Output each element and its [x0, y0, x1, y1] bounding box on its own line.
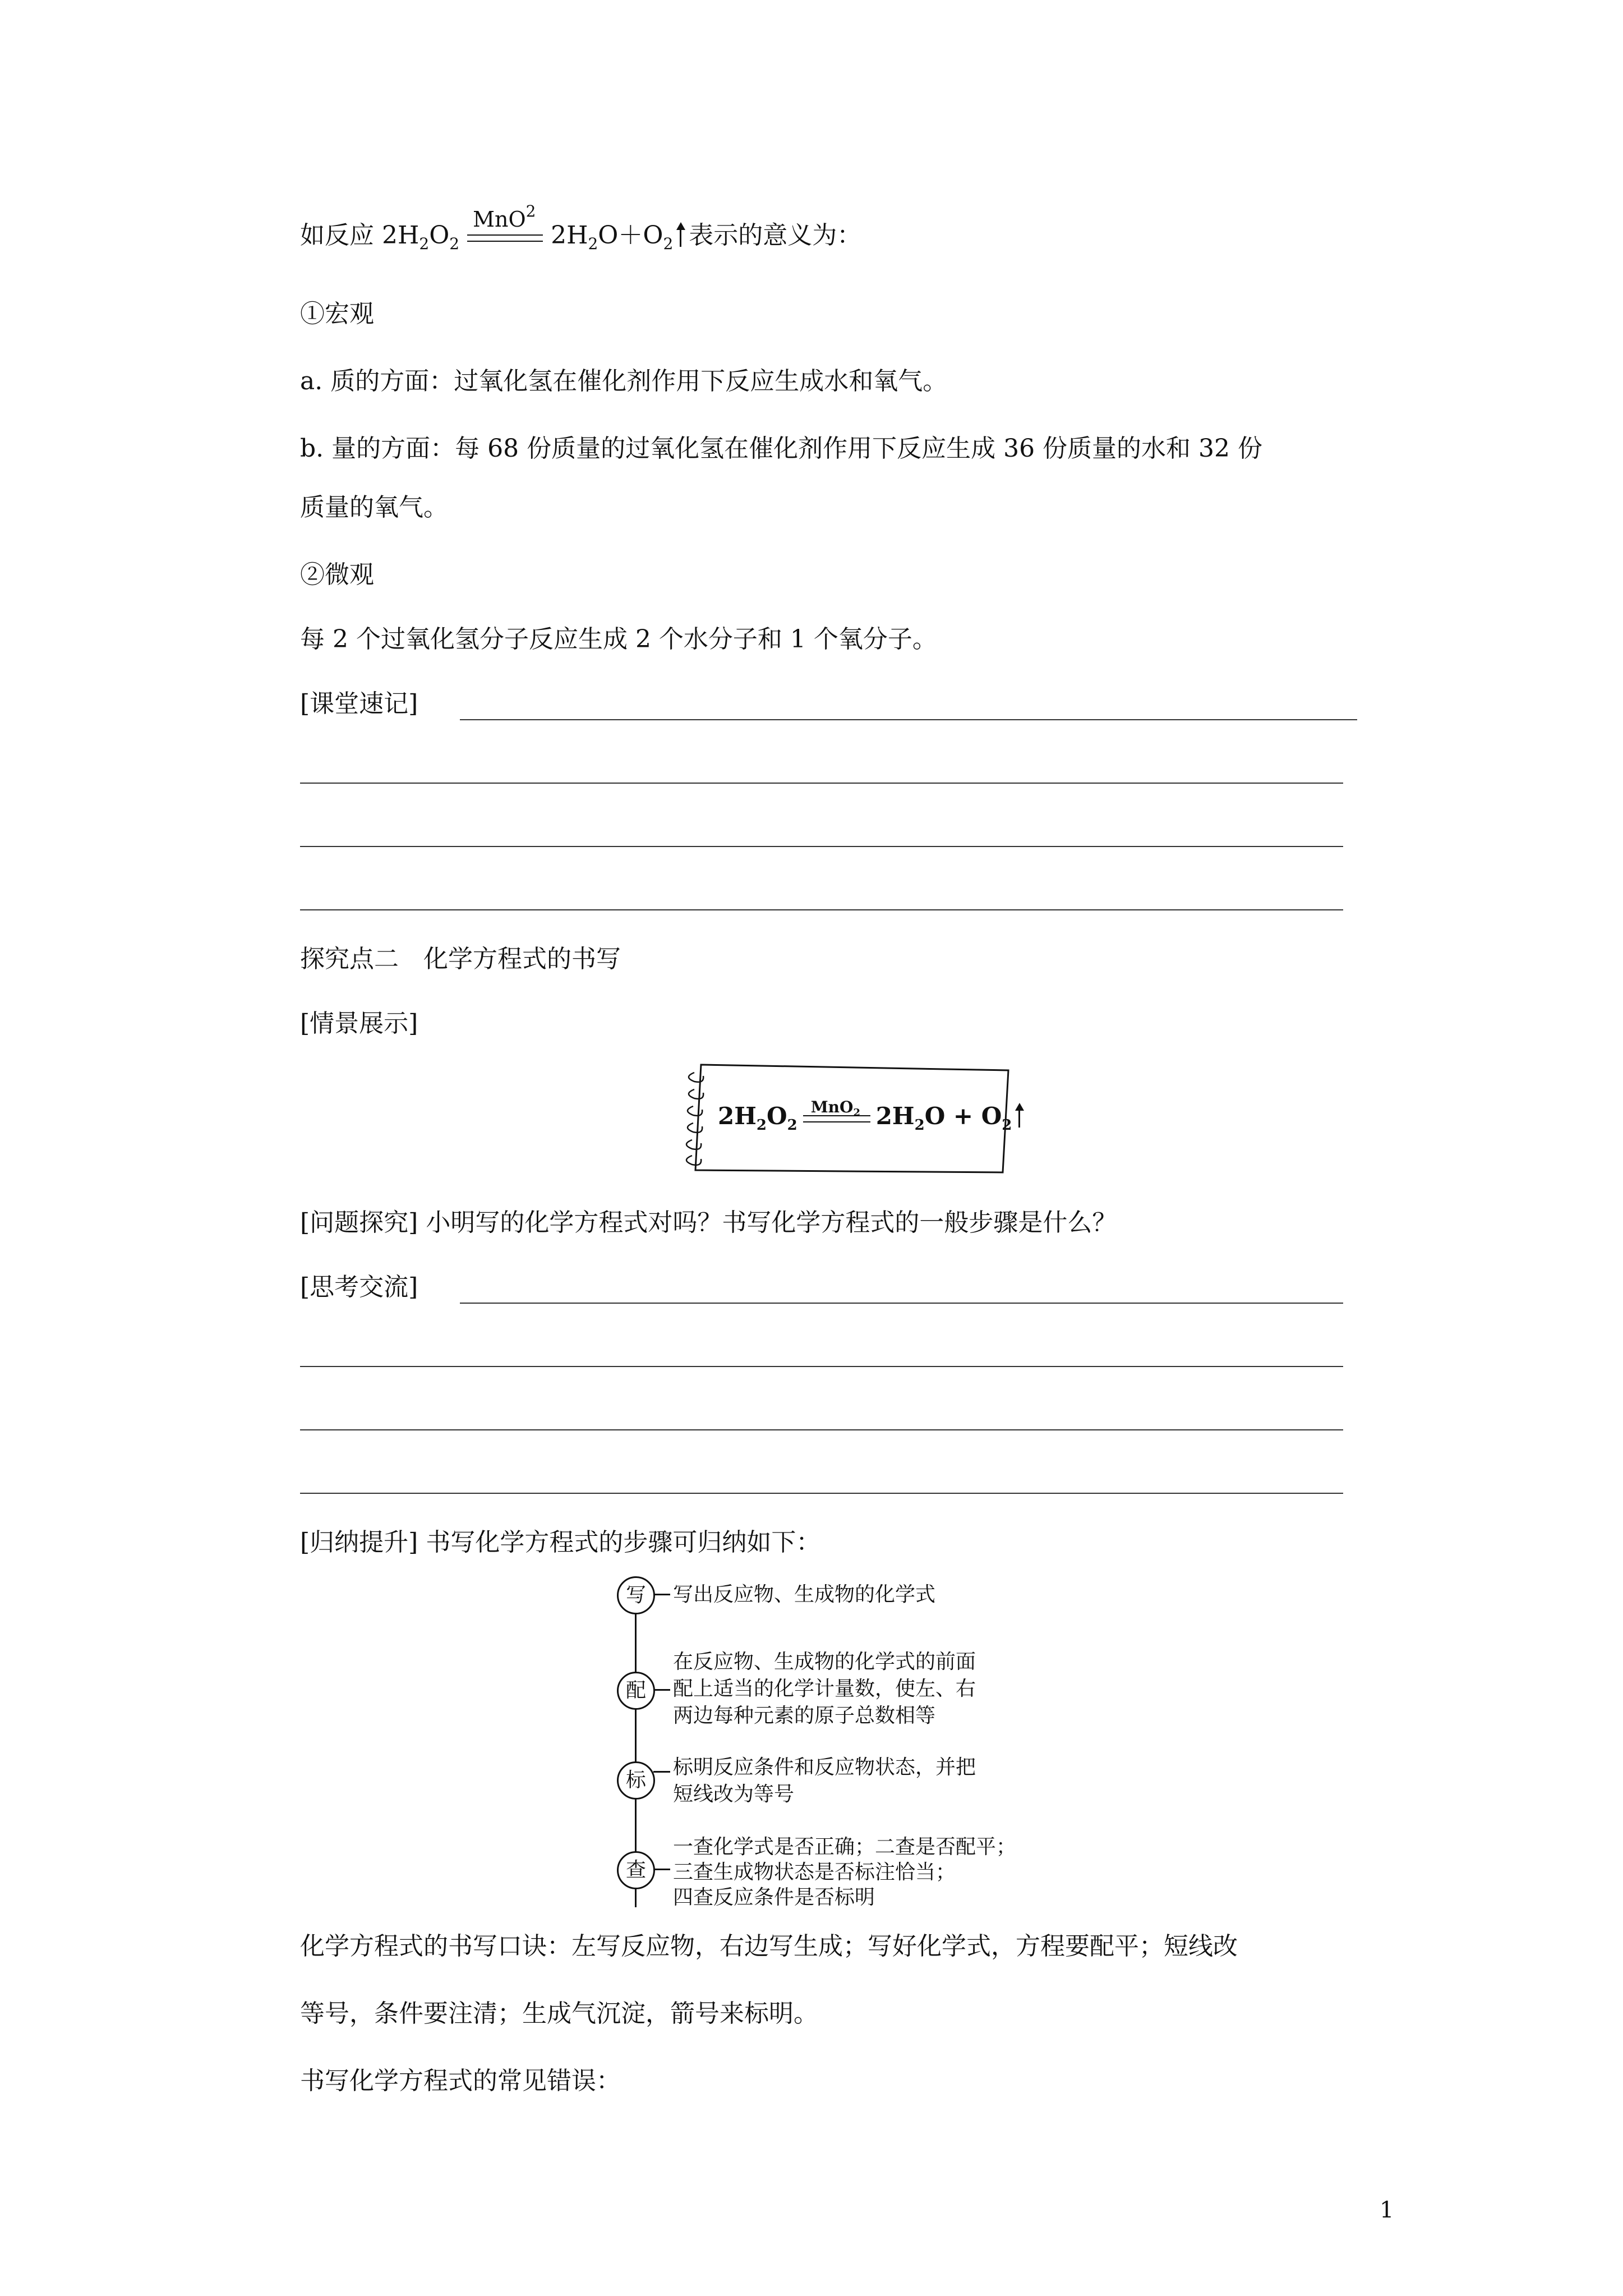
discuss-blank-1[interactable]: [460, 1303, 1343, 1304]
discuss-blank-2[interactable]: [300, 1366, 1343, 1367]
step-balance-line2: 配上适当的化学计量数，使左、右: [673, 1677, 976, 1700]
step-balance-badge: 配: [617, 1672, 655, 1710]
summary-text: 书写化学方程式的步骤可归纳如下：: [426, 1528, 821, 1557]
step-check-badge: 查: [617, 1851, 655, 1889]
notes-label: [课堂速记]: [300, 689, 418, 718]
notes-blank-3[interactable]: [300, 846, 1343, 847]
question-text: 小明写的化学方程式对吗？书写化学方程式的一般步骤是什么？: [426, 1208, 1117, 1237]
page-number: 1: [1380, 2197, 1394, 2223]
question-line: [300, 1206, 1117, 1240]
micro-text: 每 2 个过氧化氢分子反应生成 2 个水分子和 1 个氧分子。: [300, 625, 937, 654]
discuss-blank-4[interactable]: [300, 1493, 1343, 1494]
scene-formula: $2H_2O_2$ MnO$_2$ $2H_2O + O_2$: [718, 1099, 1027, 1133]
notes-blank-4[interactable]: [300, 909, 1343, 910]
step-check-line3: 四查反应条件是否标明: [673, 1886, 875, 1909]
step-check-line1: 一查化学式是否正确；二查是否配平；: [673, 1835, 1017, 1858]
scene-gas-arrow-icon: [1015, 1103, 1024, 1129]
macro-b-line2: 质量的氧气。: [300, 493, 448, 522]
reaction-meaning-suffix: 表示的意义为：: [689, 221, 862, 250]
scene-condition: MnO$_2$: [803, 1110, 870, 1126]
step-mark-badge: 标: [617, 1761, 655, 1800]
step-write-line1: 写出反应物、生成物的化学式: [673, 1583, 936, 1606]
micro-heading: ②微观: [300, 560, 374, 589]
macro-heading: ①宏观: [300, 300, 374, 328]
step-balance-line3: 两边每种元素的原子总数相等: [673, 1704, 936, 1727]
macro-a: a. 质的方面：过氧化氢在催化剂作用下反应生成水和氧气。: [300, 367, 948, 395]
reaction-prefix: 如反应 2H: [300, 221, 419, 250]
step-balance-line1: 在反应物、生成物的化学式的前面: [673, 1650, 976, 1673]
summary-line: [300, 1526, 820, 1559]
notes-blank-2[interactable]: [300, 783, 1343, 784]
steps-diagram: [606, 1571, 1110, 1918]
notes-blank-1[interactable]: [460, 719, 1357, 720]
question-label: [问题探究]: [300, 1208, 418, 1237]
step-mark-line1: 标明反应条件和反应物状态，并把: [673, 1756, 976, 1779]
step-check-line2: 三查生成物状态是否标注恰当；: [673, 1861, 956, 1884]
mnemonic-line2: 等号，条件要注清；生成气沉淀，箭号来标明。: [300, 1999, 818, 2028]
summary-label: [归纳提升]: [300, 1528, 418, 1557]
errors-heading: 书写化学方程式的常见错误：: [300, 2067, 621, 2095]
scene-card: [667, 1060, 1015, 1178]
gas-arrow-icon: [676, 222, 685, 248]
discuss-label: [思考交流]: [300, 1273, 418, 1301]
reaction-meaning-line: 如反应 $2H_2O_2$ MnO$^2$ $2H_2O+O_2$ 表示的意义为：: [300, 201, 862, 253]
section-title: 探究点二 化学方程式的书写: [300, 945, 621, 973]
scene-label: [情景展示]: [300, 1009, 418, 1038]
discuss-blank-3[interactable]: [300, 1429, 1343, 1430]
mnemonic-line1: 化学方程式的书写口诀：左写反应物，右边写生成；写好化学式，方程要配平；短线改: [300, 1932, 1238, 1961]
step-write-badge: 写: [617, 1576, 655, 1614]
reaction-condition: MnO$^2$: [467, 229, 543, 246]
macro-b-line1: b. 量的方面：每 68 份质量的过氧化氢在催化剂作用下反应生成 36 份质量的水和 32 份: [300, 434, 1263, 463]
step-mark-line2: 短线改为等号: [673, 1783, 795, 1806]
